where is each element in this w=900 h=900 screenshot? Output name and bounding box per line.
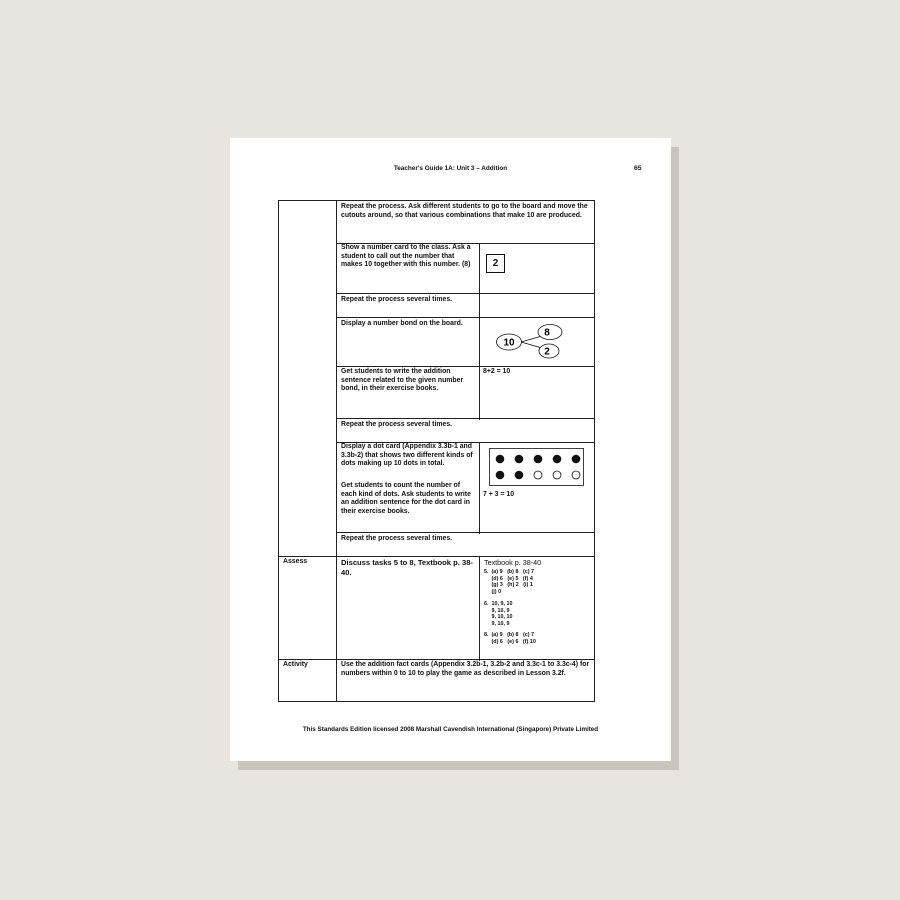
filled-dot <box>534 455 543 464</box>
empty-dot <box>553 471 561 479</box>
cell-divider <box>479 443 480 534</box>
row-number-bond <box>336 317 595 367</box>
row-repeat-intro <box>336 200 595 244</box>
cell-divider <box>479 367 480 420</box>
dot-card-frame <box>490 449 584 486</box>
row-repeat-1 <box>336 293 595 318</box>
repeat-intro-text: Repeat the process. Ask different students to go to the board and move the cutouts around, so that various combinations that make 10 are produced. <box>341 203 588 219</box>
row-activity <box>336 659 595 702</box>
activity-label: Activity <box>283 661 308 668</box>
row-addition-sentence <box>336 366 595 419</box>
filled-dot <box>496 455 505 464</box>
bond-whole: 10 <box>503 337 515 349</box>
repeat-text-3: Repeat the process several times. <box>341 535 453 542</box>
repeat-text-1: Repeat the process several times. <box>341 296 453 303</box>
bond-part-b: 2 <box>544 346 550 358</box>
empty-dot <box>534 471 542 479</box>
empty-dot <box>572 471 580 479</box>
cell-divider <box>479 244 480 295</box>
page-number: 65 <box>634 165 642 172</box>
answers-task-6: 6. 10, 9, 10 9, 10, 9 9, 10, 10 9, 10, 9 <box>484 601 513 628</box>
dot-card <box>489 448 585 488</box>
cell-divider <box>479 318 480 368</box>
dot-card-answer: 7 + 3 = 10 <box>483 491 515 498</box>
answers-task-5: 5. (a) 9 (b) 8 (c) 7 (d) 6 (e) 5 (f) 4 (g) 3 (h) 2 (i) 1 (j) 0 <box>484 569 535 596</box>
number-bond-text: Display a number bond on the board. <box>341 320 463 327</box>
running-header: Teacher's Guide 1A: Unit 3 – Addition <box>393 165 508 172</box>
repeat-text-2: Repeat the process several times. <box>341 421 453 428</box>
cell-divider <box>479 557 480 661</box>
filled-dot <box>515 471 524 480</box>
row-repeat-3 <box>336 532 595 557</box>
filled-dot <box>553 455 562 464</box>
assess-label-cell <box>278 556 337 660</box>
filled-dot <box>496 471 505 480</box>
activity-text: Use the addition fact cards (Appendix 3.2b-1, 3.2b-2 and 3.3c-1 to 3.3c-4) for numbers within 0 to 10 to play the game as described in Lesson 3.2f. <box>341 661 590 677</box>
assess-label: Assess <box>283 558 308 565</box>
number-bond-diagram <box>487 320 567 362</box>
left-label-column <box>278 200 337 557</box>
cell-divider <box>479 294 480 319</box>
assess-textbook-ref: Textbook p. 38-40 <box>484 558 542 567</box>
answers-task-8: 8. (a) 9 (b) 8 (c) 7 (d) 6 (e) 6 (f) 10 <box>484 632 536 645</box>
row-number-card <box>336 243 595 294</box>
number-card-text: Show a number card to the class. Ask a student to call out the number that makes 10 together with this number. (8) <box>341 244 471 269</box>
bond-part-a: 8 <box>544 327 550 339</box>
activity-label-cell <box>278 659 337 702</box>
row-assess <box>336 556 595 660</box>
row-dot-card <box>336 442 595 533</box>
document-page <box>230 138 671 761</box>
number-card: 2 <box>486 254 505 273</box>
addition-sentence-text: Get students to write the addition sentence related to the given number bond, in their exercise books. <box>341 368 464 393</box>
license-footer: This Standards Edition licensed 2008 Marshall Cavendish International (Singapore) Private Limited <box>302 726 599 733</box>
filled-dot <box>515 455 524 464</box>
filled-dot <box>572 455 581 464</box>
dot-card-text-b: Get students to count the number of each kind of dots. Ask students to write an addition sentence for the dot card in their exercise books. <box>341 482 471 516</box>
dot-card-text-a: Display a dot card (Appendix 3.3b-1 and 3.3b-2) that shows two different kinds of dots making up 10 dots in total. <box>341 443 473 468</box>
bond-part-a-oval <box>538 325 562 340</box>
row-repeat-2 <box>336 418 595 443</box>
assess-text: Discuss tasks 5 to 8, Textbook p. 38-40. <box>341 558 473 577</box>
addition-sentence-answer: 8+2 = 10 <box>483 368 511 375</box>
